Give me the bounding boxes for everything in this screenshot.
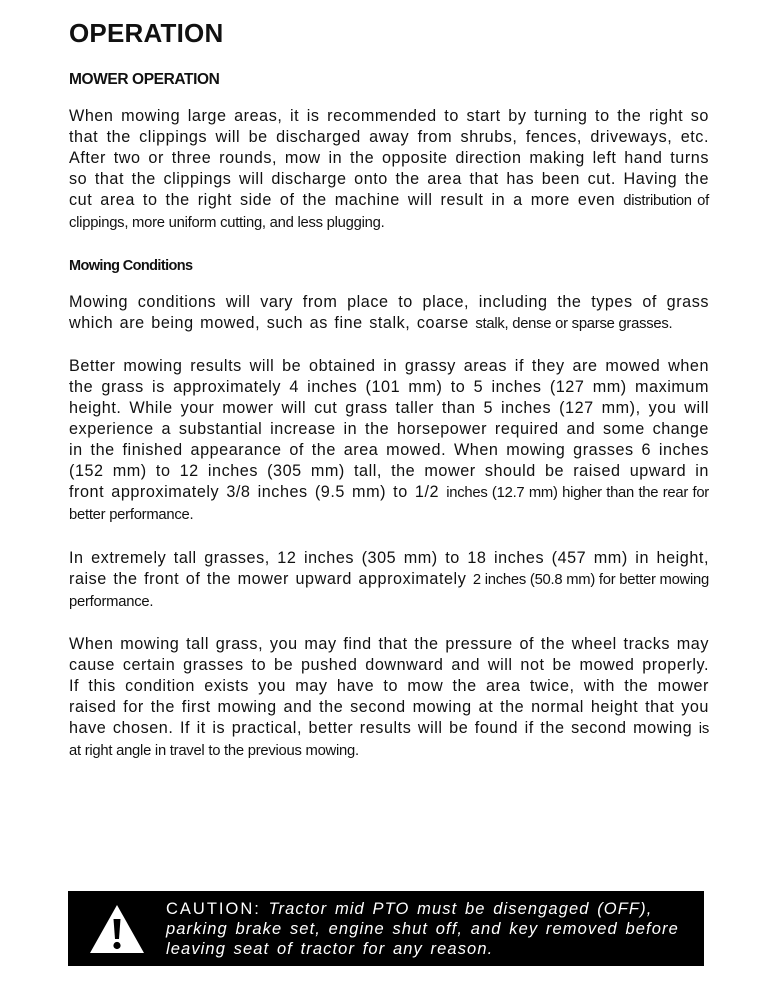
subsection-title-mowing-conditions: Mowing Conditions — [69, 257, 193, 274]
paragraph-tail: 2 inches (50.8 mm) for better mowing performance. — [69, 571, 709, 610]
paragraph-conditions-4 — [69, 634, 709, 763]
paragraph-body: When mowing tall grass, you may find that the pressure of the wheel tracks may cause certain grasses to be pushed downward and will not be mowed properly. If this condition exists you may have to mow the area twice, with the mower raised for the first mowing and the second mowing at the normal height that you have chosen. If it is practical, better results will be found if the second mowing — [69, 634, 709, 738]
page-title: OPERATION — [69, 18, 224, 48]
paragraph-conditions-1 — [69, 292, 709, 335]
paragraph-tail: stalk, dense or sparse grasses. — [475, 315, 673, 332]
paragraph-body: When mowing large areas, it is recommended to start by turning to the right so that the clippings will be discharged away from shrubs, fences, driveways, etc. After two or three rounds, mow in the opposite direction making left hand turns so that the clippings will discharge onto the area that has been cut. Having the cut area to the right side of the machine will result in a more even — [69, 107, 709, 210]
warning-triangle-icon — [88, 903, 146, 955]
paragraph-tail: inches (12.7 mm) higher than the rear for better performance. — [69, 485, 709, 524]
paragraph-mower-operation — [69, 106, 709, 235]
paragraph-body: Mowing conditions will vary from place to place, including the types of grass which are being mowed, such as fine stalk, coarse — [69, 292, 709, 332]
section-title-mower-operation: MOWER OPERATION — [69, 71, 220, 88]
paragraph-body: In extremely tall grasses, 12 inches (305 mm) to 18 inches (457 mm) in height, raise the front of the mower upward approximately — [69, 548, 709, 588]
paragraph-tail: is at right angle in travel to the previous mowing. — [69, 721, 709, 760]
paragraph-conditions-3 — [69, 548, 709, 613]
caution-message — [166, 899, 686, 959]
caution-text: Tractor mid PTO must be disengaged (OFF), parking brake set, engine shut off, and key removed before leaving seat of tractor for any reason. — [166, 900, 679, 958]
manual-page — [69, 18, 709, 783]
paragraph-conditions-2 — [69, 356, 709, 527]
caution-box — [68, 891, 704, 966]
caution-label: CAUTION: — [166, 900, 261, 918]
paragraph-body: Better mowing results will be obtained in grassy areas if they are mowed when the grass is approximately 4 inches (101 mm) to 5 inches (127 mm) maximum height. While your mower will cut grass taller than 5 inches (127 mm), you will experience a substantial increase in the horsepower required and some change in the finished appearance of the area mowed. When mowing grasses 6 inches (152 mm) to 12 inches (305 mm) tall, the mower should be raised upward in front approximately 3/8 inches (9.5 mm) to 1/2 — [69, 356, 709, 502]
paragraph-tail: distribution of clippings, more uniform cutting, and less plugging. — [69, 193, 709, 232]
